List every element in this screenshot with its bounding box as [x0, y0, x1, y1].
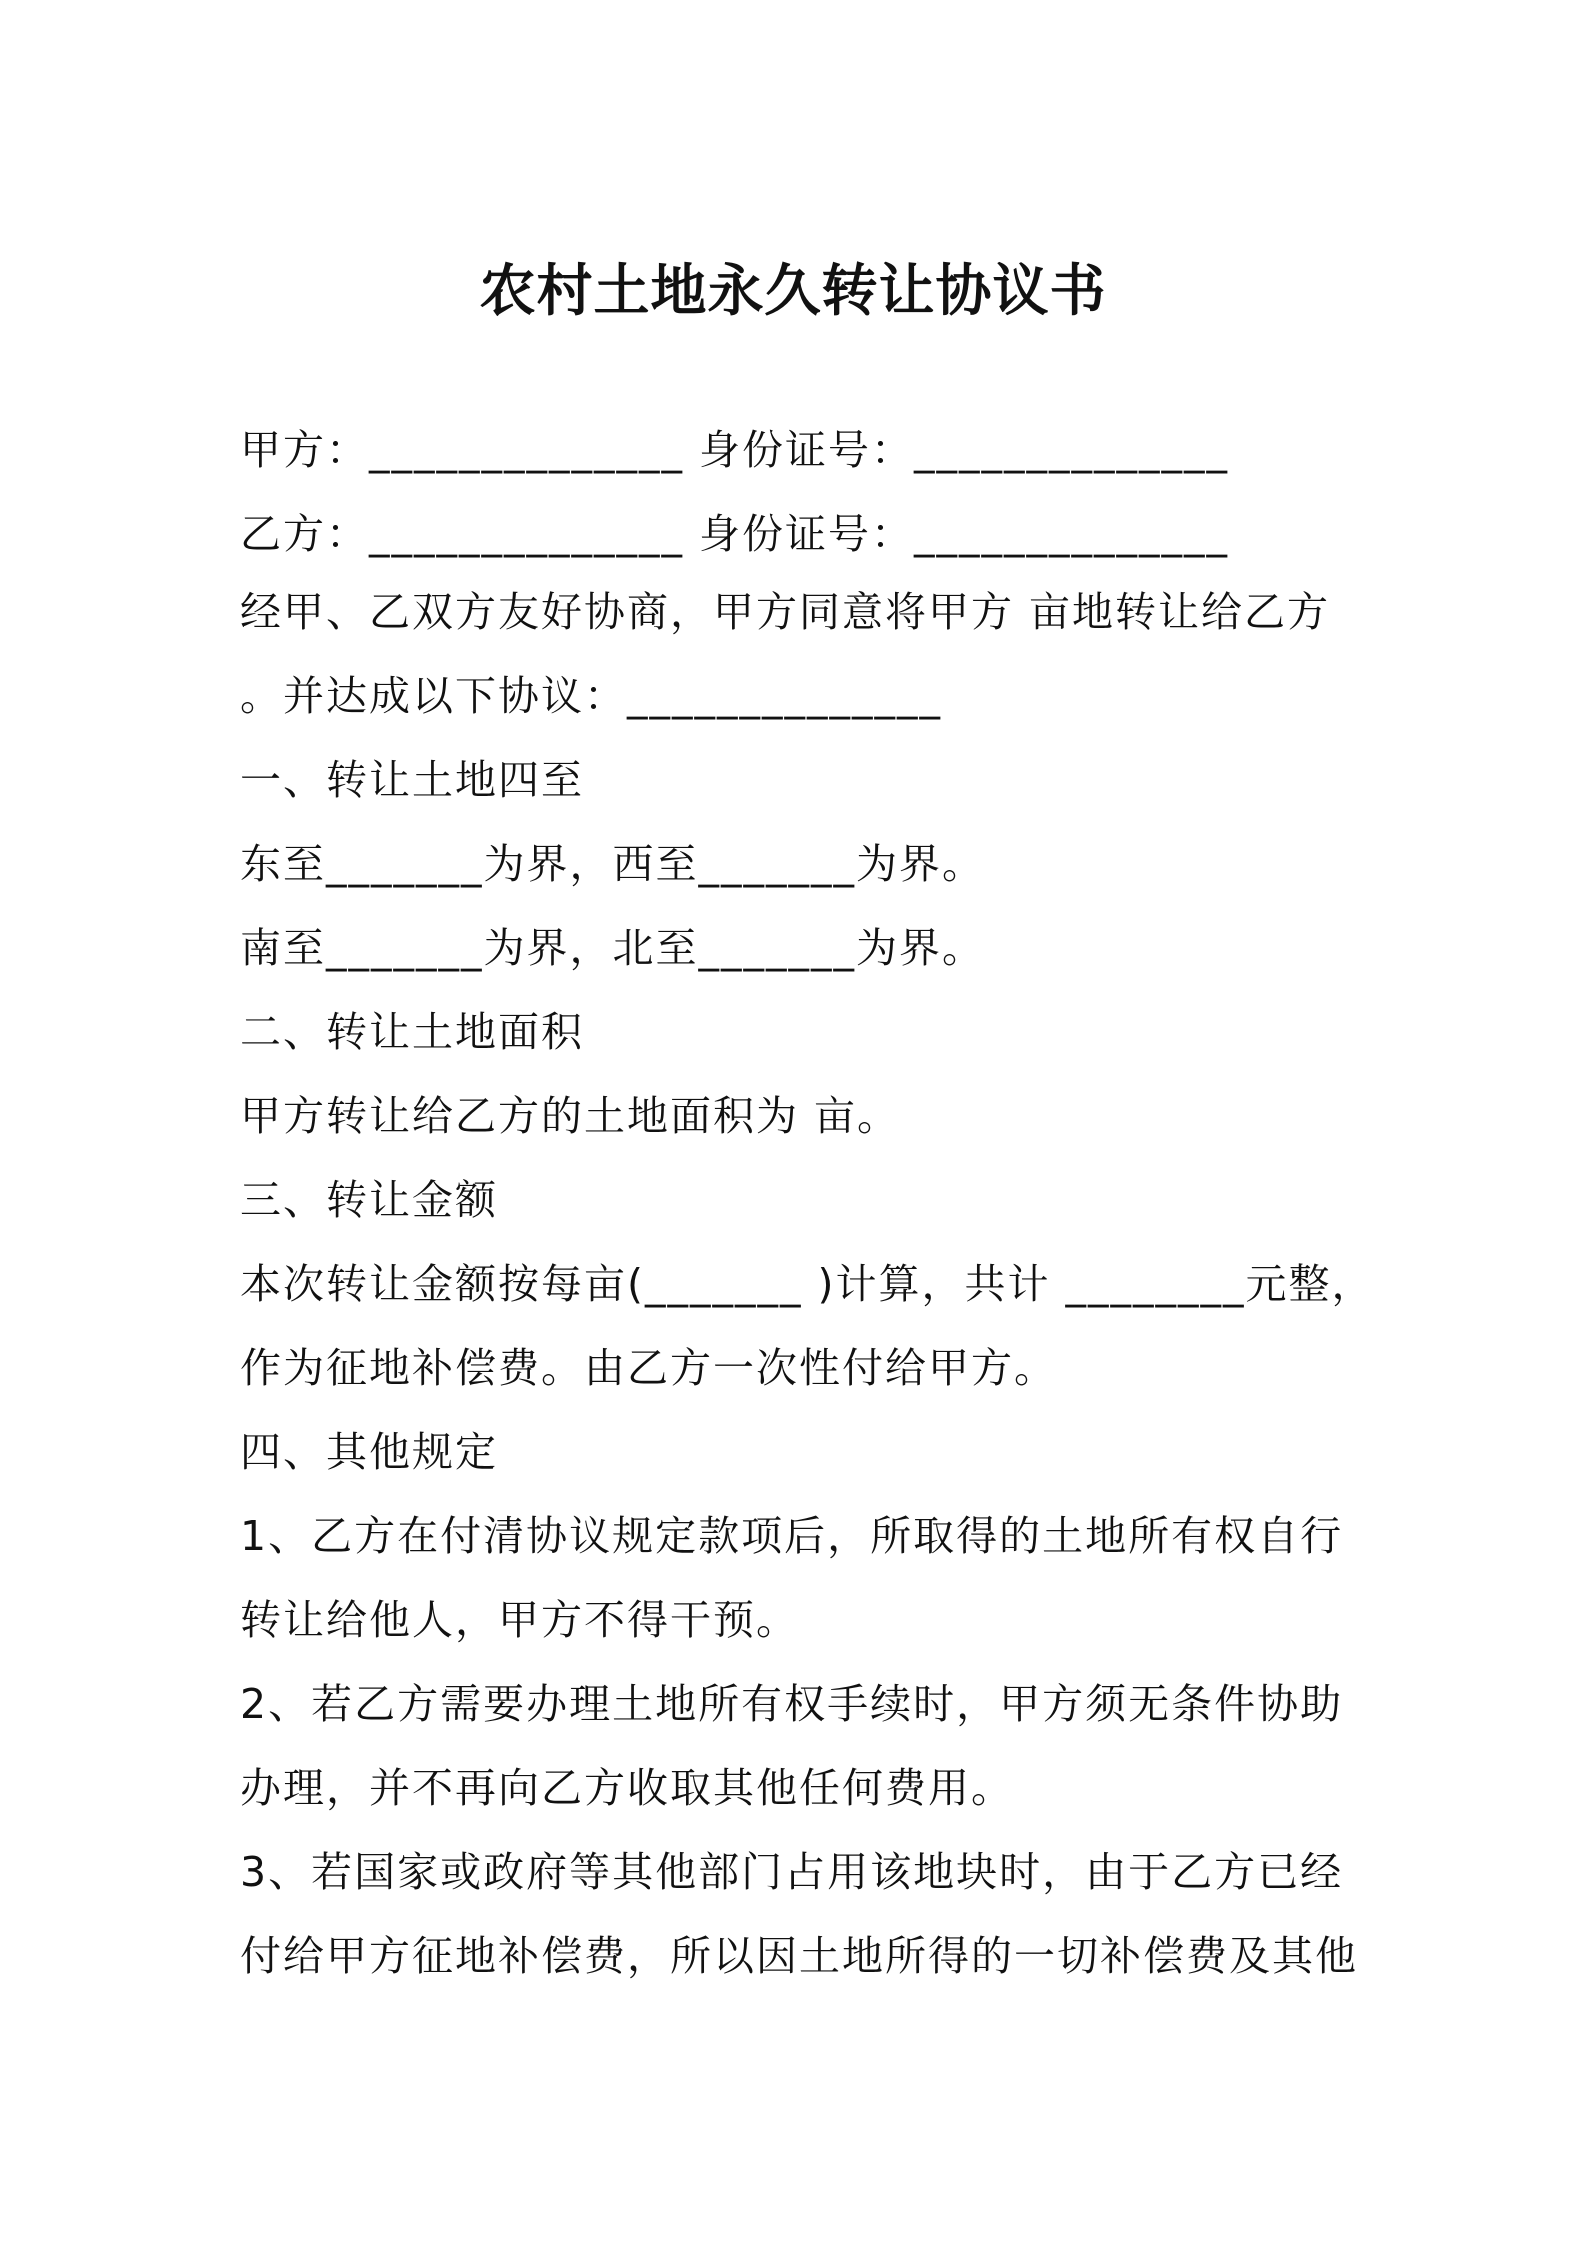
- amount-statement-line-2: 作为征地补偿费。由乙方一次性付给甲方。: [240, 1344, 1057, 1392]
- clause-1-line: 1、乙方在付清协议规定款项后，所取得的土地所有权自行: [240, 1512, 1344, 1560]
- section-heading-area: 二、转让土地面积: [240, 1008, 584, 1056]
- party-b-line: 乙方：______________ 身份证号：______________: [240, 510, 1230, 558]
- clause-3-line-2: 付给甲方征地补偿费，所以因土地所得的一切补偿费及其他: [240, 1932, 1358, 1980]
- document-title: 农村土地永久转让协议书: [479, 259, 1107, 324]
- section-heading-boundaries: 一、转让土地四至: [240, 756, 584, 804]
- boundary-south-north-line: 南至_______为界，北至_______为界。: [240, 924, 985, 972]
- clause-2-line-2: 办理，并不再向乙方收取其他任何费用。: [240, 1764, 1014, 1812]
- agreement-intro-line-2: 。并达成以下协议：______________: [240, 672, 942, 720]
- party-a-line: 甲方：______________ 身份证号：______________: [240, 426, 1230, 474]
- amount-statement-line: 本次转让金额按每亩(_______ )计算，共计 ________元整，: [240, 1260, 1375, 1308]
- clause-3-line: 3、若国家或政府等其他部门占用该地块时，由于乙方已经: [240, 1848, 1344, 1896]
- agreement-intro-line: 经甲、乙双方友好协商，甲方同意将甲方 亩地转让给乙方: [240, 588, 1331, 636]
- area-statement-line: 甲方转让给乙方的土地面积为 亩。: [240, 1092, 901, 1140]
- clause-2-line: 2、若乙方需要办理土地所有权手续时，甲方须无条件协助: [240, 1680, 1344, 1728]
- section-heading-other: 四、其他规定: [240, 1428, 498, 1476]
- section-heading-amount: 三、转让金额: [240, 1176, 498, 1224]
- boundary-east-west-line: 东至_______为界，西至_______为界。: [240, 840, 985, 888]
- clause-1-line-2: 转让给他人，甲方不得干预。: [240, 1596, 799, 1644]
